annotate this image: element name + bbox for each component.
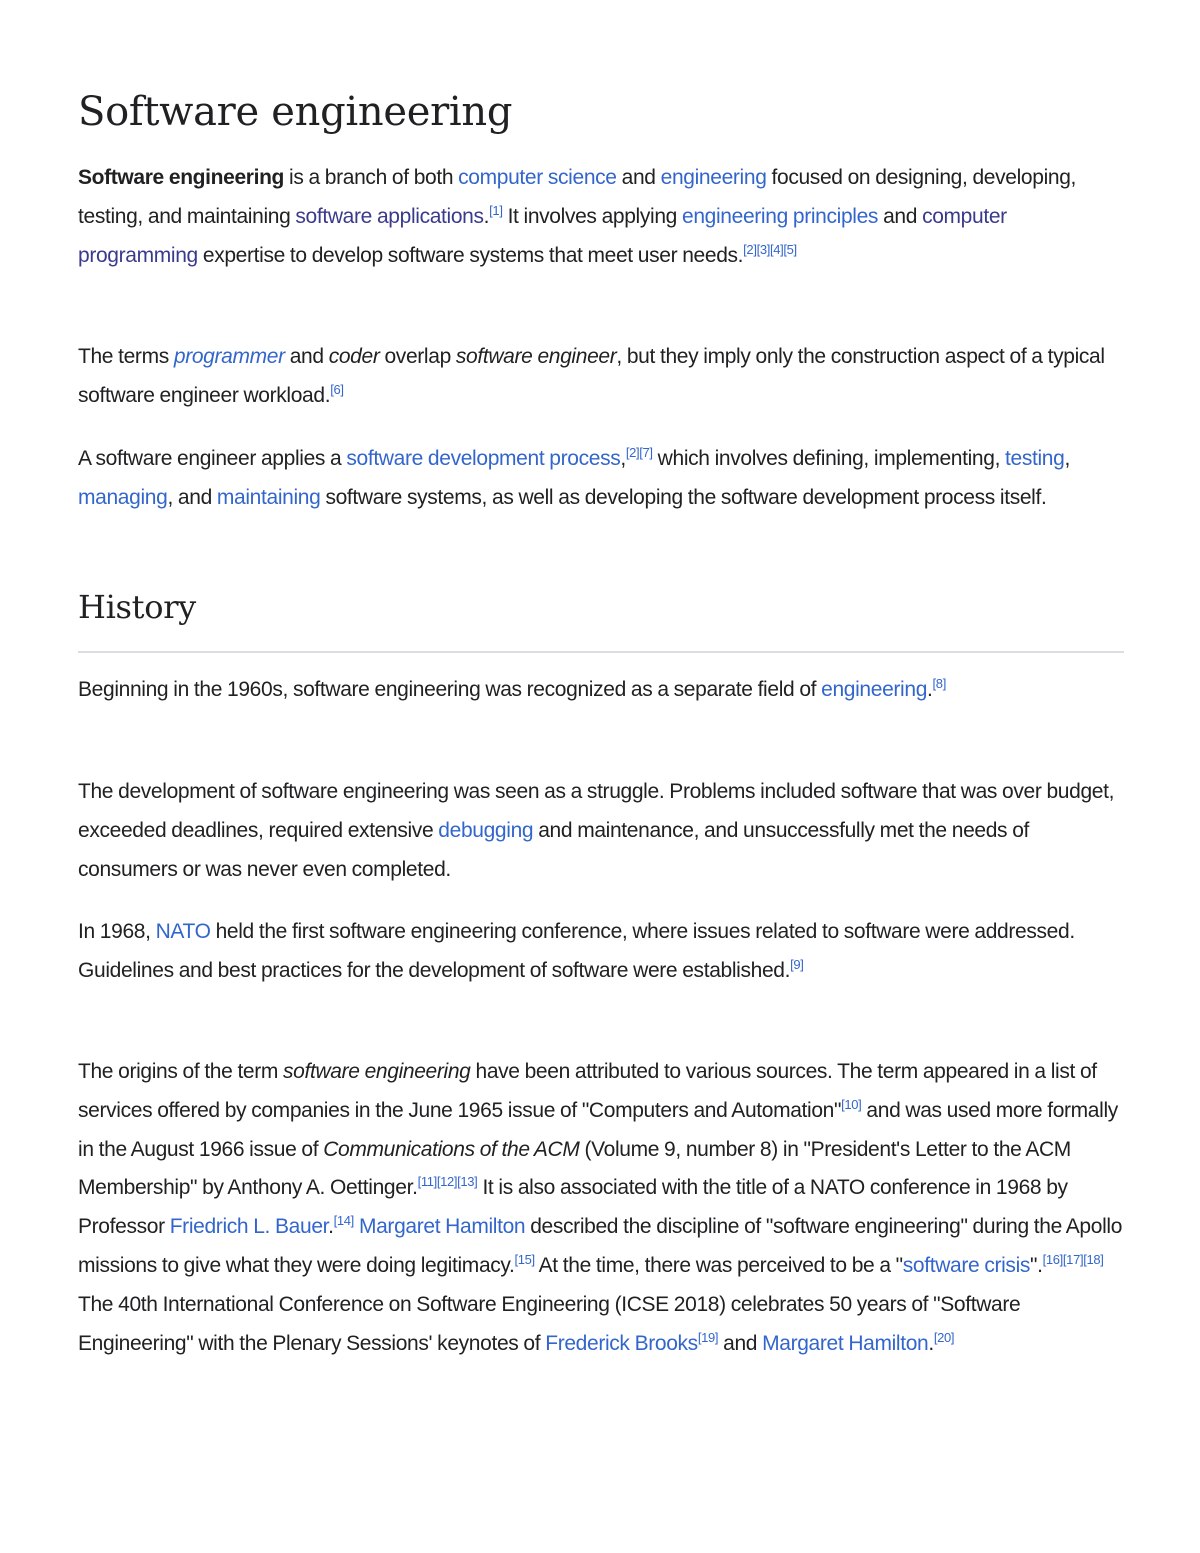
intro-paragraph-1 [78, 159, 1124, 275]
text: and [878, 204, 923, 228]
citation-link[interactable]: [2][7] [625, 445, 653, 460]
text: focused on designing, developing, testing, and maintaining [78, 166, 1077, 228]
page-title: Software engineering [78, 89, 513, 135]
text: is a branch of both [284, 166, 459, 189]
intro-paragraph-3 [78, 440, 1124, 518]
text: At the time, there was perceived to be a " [534, 1253, 903, 1277]
text: . [928, 1331, 934, 1355]
citation-link[interactable]: [11][12][13] [417, 1174, 478, 1190]
italic-title: Communications of the ACM [323, 1137, 580, 1161]
link-computer-science[interactable]: computer science [458, 166, 617, 189]
citation-link[interactable]: [2][3][4][5] [743, 241, 797, 257]
italic-term: software engineer [455, 345, 617, 368]
intro-paragraph-2 [78, 338, 1124, 416]
link-maintaining[interactable]: maintaining [216, 485, 321, 509]
citation [334, 1213, 354, 1228]
citation [841, 1097, 861, 1112]
link-engineering[interactable]: engineering [660, 166, 767, 189]
text: (Volume 9, number 8) in "President's Letter to the ACM Membership" by Anthony A. Oettinger. [78, 1137, 1071, 1200]
link-margaret-hamilton[interactable]: Margaret Hamilton [762, 1331, 929, 1355]
link-testing[interactable]: testing [1005, 447, 1065, 470]
text: . [483, 204, 490, 228]
text: The origins of the term [78, 1060, 284, 1083]
link-margaret-hamilton[interactable]: Margaret Hamilton [358, 1215, 526, 1239]
text: The 40th International Conference on Software Engineering (ICSE 2018) celebrates 50 years of "Software Engineering" with the Plenary Sessions' keynotes of [78, 1292, 1021, 1355]
link-friedrich-bauer[interactable]: Friedrich L. Bauer [169, 1215, 329, 1239]
citation-link[interactable]: [6] [330, 381, 344, 397]
link-managing[interactable]: managing [78, 485, 168, 509]
text: , [620, 447, 626, 470]
text: described the discipline of "software engineering" during the Apollo missions to give what they were doing legitimacy. [78, 1215, 1123, 1277]
citation-link[interactable]: [1] [489, 202, 503, 218]
history-paragraph-3 [78, 913, 1124, 991]
text: and [284, 345, 329, 368]
text: It involves applying [502, 204, 682, 228]
citation [489, 203, 502, 218]
text: ". [1030, 1253, 1043, 1277]
link-software-applications[interactable]: software applications [295, 204, 484, 228]
text: , and [167, 485, 217, 509]
text: It is also associated with the title of a NATO conference in 1968 by Professor [78, 1176, 1068, 1239]
section-heading-history: History [78, 588, 196, 626]
citation-link[interactable]: [10] [841, 1096, 862, 1112]
citation [418, 1174, 478, 1189]
citation-link[interactable]: [9] [790, 956, 804, 972]
citation [515, 1252, 535, 1267]
text: , [1064, 447, 1070, 470]
text: , but they imply only the construction aspect of a typical software engineer workload. [78, 345, 1105, 407]
link-software-development-process[interactable]: software development process [346, 447, 621, 470]
citation-link[interactable]: [15] [514, 1251, 535, 1267]
citation [1043, 1252, 1104, 1267]
text: A software engineer applies a [78, 447, 347, 470]
link-frederick-brooks[interactable]: Frederick Brooks [545, 1331, 698, 1355]
text: Beginning in the 1960s, software engineering was recognized as a separate field of [78, 678, 822, 701]
text: and [616, 166, 661, 189]
link-engineering-principles[interactable]: engineering principles [681, 204, 879, 228]
text: The development of software engineering was seen as a struggle. Problems included software that was over budget, exceeded deadlines, required extensive [78, 780, 1115, 842]
text: and was used more formally in the August 1966 issue of [78, 1098, 1118, 1161]
history-paragraph-1 [78, 671, 1124, 710]
text: The terms [78, 345, 174, 368]
text: and [718, 1331, 763, 1355]
text: . [927, 678, 933, 701]
link-computer-programming[interactable]: computer programming [78, 204, 1007, 267]
citation [698, 1330, 718, 1345]
link-engineering[interactable]: engineering [821, 678, 928, 701]
text: . [328, 1215, 334, 1239]
text: and maintenance, and unsuccessfully met the needs of consumers or was never even completed. [78, 818, 1030, 881]
citation [933, 676, 946, 691]
link-nato[interactable]: NATO [155, 920, 211, 943]
text: overlap [379, 345, 456, 368]
history-paragraph-2 [78, 773, 1124, 889]
citation [330, 382, 343, 397]
citation [626, 445, 653, 460]
link-software-crisis[interactable]: software crisis [902, 1253, 1031, 1277]
citation [743, 242, 797, 257]
citation [934, 1330, 954, 1345]
citation-link[interactable]: [8] [932, 676, 946, 691]
text: software systems, as well as developing the software development process itself. [320, 485, 1047, 509]
text: have been attributed to various sources. The term appeared in a list of services offered by companies in the June 1965 issue of "Computers and Automation" [78, 1060, 1097, 1122]
text: expertise to develop software systems that meet user needs. [197, 243, 744, 267]
text: held the first software engineering conference, where issues related to software were addressed. Guidelines and best practices for the development of software were established. [78, 920, 1075, 982]
citation-link[interactable]: [14] [333, 1213, 354, 1229]
text: which involves defining, implementing, [652, 447, 1006, 470]
citation [790, 957, 803, 972]
italic-term: software engineering [283, 1060, 471, 1083]
citation-link[interactable]: [19] [697, 1329, 719, 1345]
history-paragraph-4 [78, 1053, 1124, 1363]
citation-link[interactable]: [16][17][18] [1042, 1251, 1104, 1267]
link-debugging[interactable]: debugging [438, 818, 534, 842]
italic-term: coder [328, 345, 380, 368]
text: In 1968, [78, 920, 156, 943]
section-divider [78, 651, 1124, 653]
bold-term: Software engineering [78, 166, 285, 189]
link-programmer[interactable]: programmer [173, 345, 285, 368]
citation-link[interactable]: [20] [933, 1329, 955, 1345]
